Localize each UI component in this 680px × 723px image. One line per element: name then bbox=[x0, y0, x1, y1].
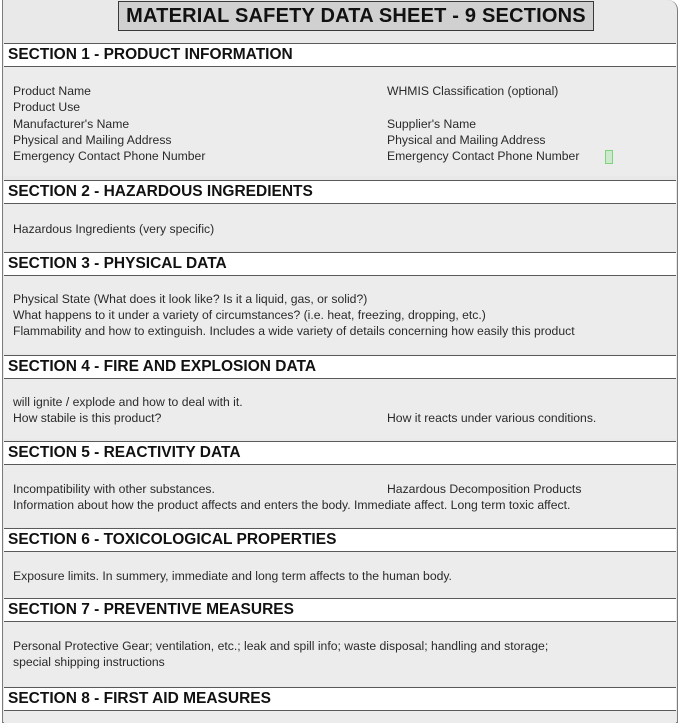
document-title: MATERIAL SAFETY DATA SHEET - 9 SECTIONS bbox=[118, 1, 594, 31]
section-7-header: SECTION 7 - PREVENTIVE MEASURES bbox=[4, 598, 676, 622]
section-1-item-right: Emergency Contact Phone Number bbox=[387, 149, 580, 163]
section-1-item: Product Use bbox=[13, 100, 81, 114]
section-5-line: Information about how the product affects and enters the body. Immediate affect. Long term toxic affect. bbox=[13, 498, 571, 512]
section-7-line: Personal Protective Gear; ventilation, etc.; leak and spill info; waste disposal; handling and storage; bbox=[13, 639, 549, 653]
section-3-header: SECTION 3 - PHYSICAL DATA bbox=[4, 252, 676, 276]
section-2-header: SECTION 2 - HAZARDOUS INGREDIENTS bbox=[4, 180, 676, 204]
section-4-line: How stabile is this product? bbox=[13, 411, 162, 425]
section-1-item-right: Supplier's Name bbox=[387, 117, 477, 131]
section-1-item: Physical and Mailing Address bbox=[13, 133, 172, 147]
section-1-item-right: WHMIS Classification (optional) bbox=[387, 84, 559, 98]
section-1-item-right: Physical and Mailing Address bbox=[387, 133, 546, 147]
section-6-line: Exposure limits. In summery, immediate and long term affects to the human body. bbox=[13, 569, 452, 583]
section-1-item: Product Name bbox=[13, 84, 91, 98]
section-1-item: Emergency Contact Phone Number bbox=[13, 149, 206, 163]
section-5-line-right: Hazardous Decomposition Products bbox=[387, 482, 582, 496]
section-5-line: Incompatibility with other substances. bbox=[13, 482, 215, 496]
section-8-body bbox=[4, 711, 676, 723]
section-5-header: SECTION 5 - REACTIVITY DATA bbox=[4, 441, 676, 465]
section-4-line: will ignite / explode and how to deal with it. bbox=[13, 395, 243, 409]
section-6-header: SECTION 6 - TOXICOLOGICAL PROPERTIES bbox=[4, 528, 676, 552]
section-3-line: Flammability and how to extinguish. Includes a wide variety of details concerning how easily this product bbox=[13, 324, 575, 338]
section-1-header: SECTION 1 - PRODUCT INFORMATION bbox=[4, 43, 676, 67]
section-2-line: Hazardous Ingredients (very specific) bbox=[13, 222, 215, 236]
section-1-item: Manufacturer's Name bbox=[13, 117, 130, 131]
section-3-line: Physical State (What does it look like? Is it a liquid, gas, or solid?) bbox=[13, 292, 368, 306]
section-3-line: What happens to it under a variety of circumstances? (i.e. heat, freezing, dropping, etc.) bbox=[13, 308, 486, 322]
section-4-line-right: How it reacts under various conditions. bbox=[387, 411, 597, 425]
cursor-marker bbox=[605, 150, 613, 164]
section-8-header: SECTION 8 - FIRST AID MEASURES bbox=[4, 687, 676, 711]
section-7-line: special shipping instructions bbox=[13, 655, 165, 669]
section-4-header: SECTION 4 - FIRE AND EXPLOSION DATA bbox=[4, 355, 676, 379]
